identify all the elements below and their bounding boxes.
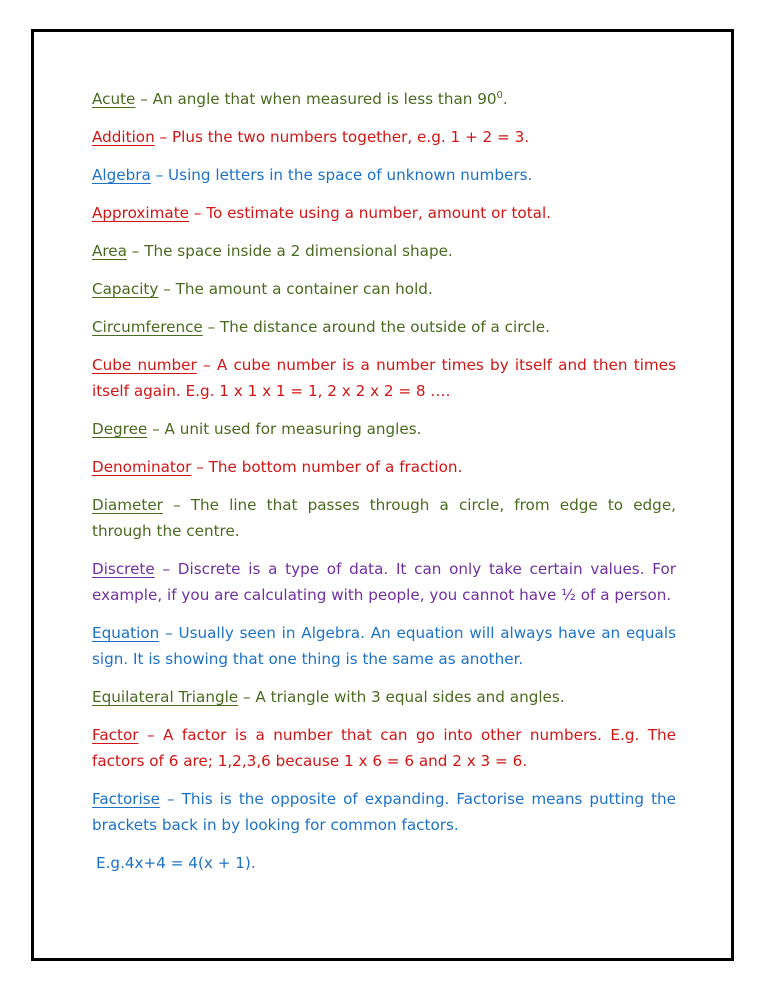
separator: – (135, 90, 153, 108)
glossary-list (92, 86, 676, 876)
glossary-entry-factor (92, 722, 676, 774)
definition-algebra: Using letters in the space of unknown numbers. (168, 166, 533, 184)
glossary-entry-equation (92, 620, 676, 672)
term-algebra: Algebra (92, 166, 151, 184)
glossary-entry-diameter (92, 492, 676, 544)
glossary-entry-degree (92, 416, 676, 442)
definition-diameter: The line that passes through a circle, from edge to edge, through the centre. (92, 496, 676, 540)
glossary-entry-denominator (92, 454, 676, 480)
separator: – (150, 166, 169, 184)
separator: – (162, 496, 191, 514)
definition-capacity: The amount a container can hold. (175, 280, 433, 298)
term-addition: Addition (92, 128, 155, 146)
definition-discrete: Discrete is a type of data. It can only take certain values. For example, if you are calculating with people, you cannot have ½ of a person. (92, 560, 677, 604)
separator: – (159, 624, 179, 642)
separator: – (154, 560, 178, 578)
definition-cube-number: A cube number is a number times by itself and then times itself again. E.g. 1 x 1 x 1 = 1, 2 x 2 x 2 = 8 …. (92, 356, 676, 400)
term-circumference: Circumference (92, 318, 203, 336)
glossary-entry-area (92, 238, 676, 264)
definition-equilateral-triangle: A triangle with 3 equal sides and angles. (255, 688, 565, 706)
glossary-entry-algebra (92, 162, 676, 188)
separator: – (159, 790, 182, 808)
superscript-degree: 0 (496, 89, 503, 101)
glossary-entry-cube-number (92, 352, 676, 404)
separator: – (158, 280, 176, 298)
definition-factor: A factor is a number that can go into other numbers. E.g. The factors of 6 are; 1,2,3,6 because 1 x 6 = 6 and 2 x 3 = 6. (92, 726, 676, 770)
separator: – (191, 458, 209, 476)
glossary-entry-approximate (92, 200, 676, 226)
term-cube-number: Cube number (92, 356, 197, 374)
separator: – (138, 726, 164, 744)
glossary-entry-circumference (92, 314, 676, 340)
term-factorise: Factorise (92, 790, 160, 808)
term-capacity: Capacity (92, 280, 159, 298)
glossary-entry-factorise (92, 786, 676, 838)
separator: – (126, 242, 145, 260)
definition-factorise: This is the opposite of expanding. Factorise means putting the brackets back in by looking for common factors. (92, 790, 677, 834)
glossary-entry-capacity (92, 276, 676, 302)
definition-approximate: To estimate using a number, amount or total. (206, 204, 552, 222)
separator: – (196, 356, 217, 374)
glossary-entry-addition (92, 124, 676, 150)
term-acute: Acute (92, 90, 136, 108)
definition-addition: Plus the two numbers together, e.g. 1 + 2 = 3. (171, 128, 530, 146)
term-equation: Equation (92, 624, 160, 642)
separator: – (238, 688, 256, 706)
definition-area: The space inside a 2 dimensional shape. (144, 242, 453, 260)
definition-degree: A unit used for measuring angles. (164, 420, 422, 438)
glossary-entry-discrete (92, 556, 676, 608)
definition-denominator: The bottom number of a fraction. (208, 458, 463, 476)
term-equilateral-triangle: Equilateral Triangle (92, 688, 239, 706)
term-diameter: Diameter (92, 496, 163, 514)
definition-equation: Usually seen in Algebra. An equation will always have an equals sign. It is showing that one thing is the same as another. (92, 624, 676, 668)
term-denominator: Denominator (92, 458, 192, 476)
definition-circumference: The distance around the outside of a circle. (220, 318, 550, 336)
factorise-example: E.g.4x+4 = 4(x + 1). (96, 854, 256, 872)
definition-acute: An angle that when measured is less than 90 (152, 90, 497, 108)
term-area: Area (92, 242, 127, 260)
term-factor: Factor (92, 726, 139, 744)
term-approximate: Approximate (92, 204, 190, 222)
glossary-entry-acute (92, 86, 676, 112)
separator: – (189, 204, 207, 222)
term-discrete: Discrete (92, 560, 155, 578)
separator: – (147, 420, 165, 438)
definition-acute-tail: . (502, 90, 508, 108)
glossary-entry-equilateral-triangle (92, 684, 676, 710)
term-degree: Degree (92, 420, 148, 438)
separator: – (154, 128, 172, 146)
separator: – (202, 318, 221, 336)
